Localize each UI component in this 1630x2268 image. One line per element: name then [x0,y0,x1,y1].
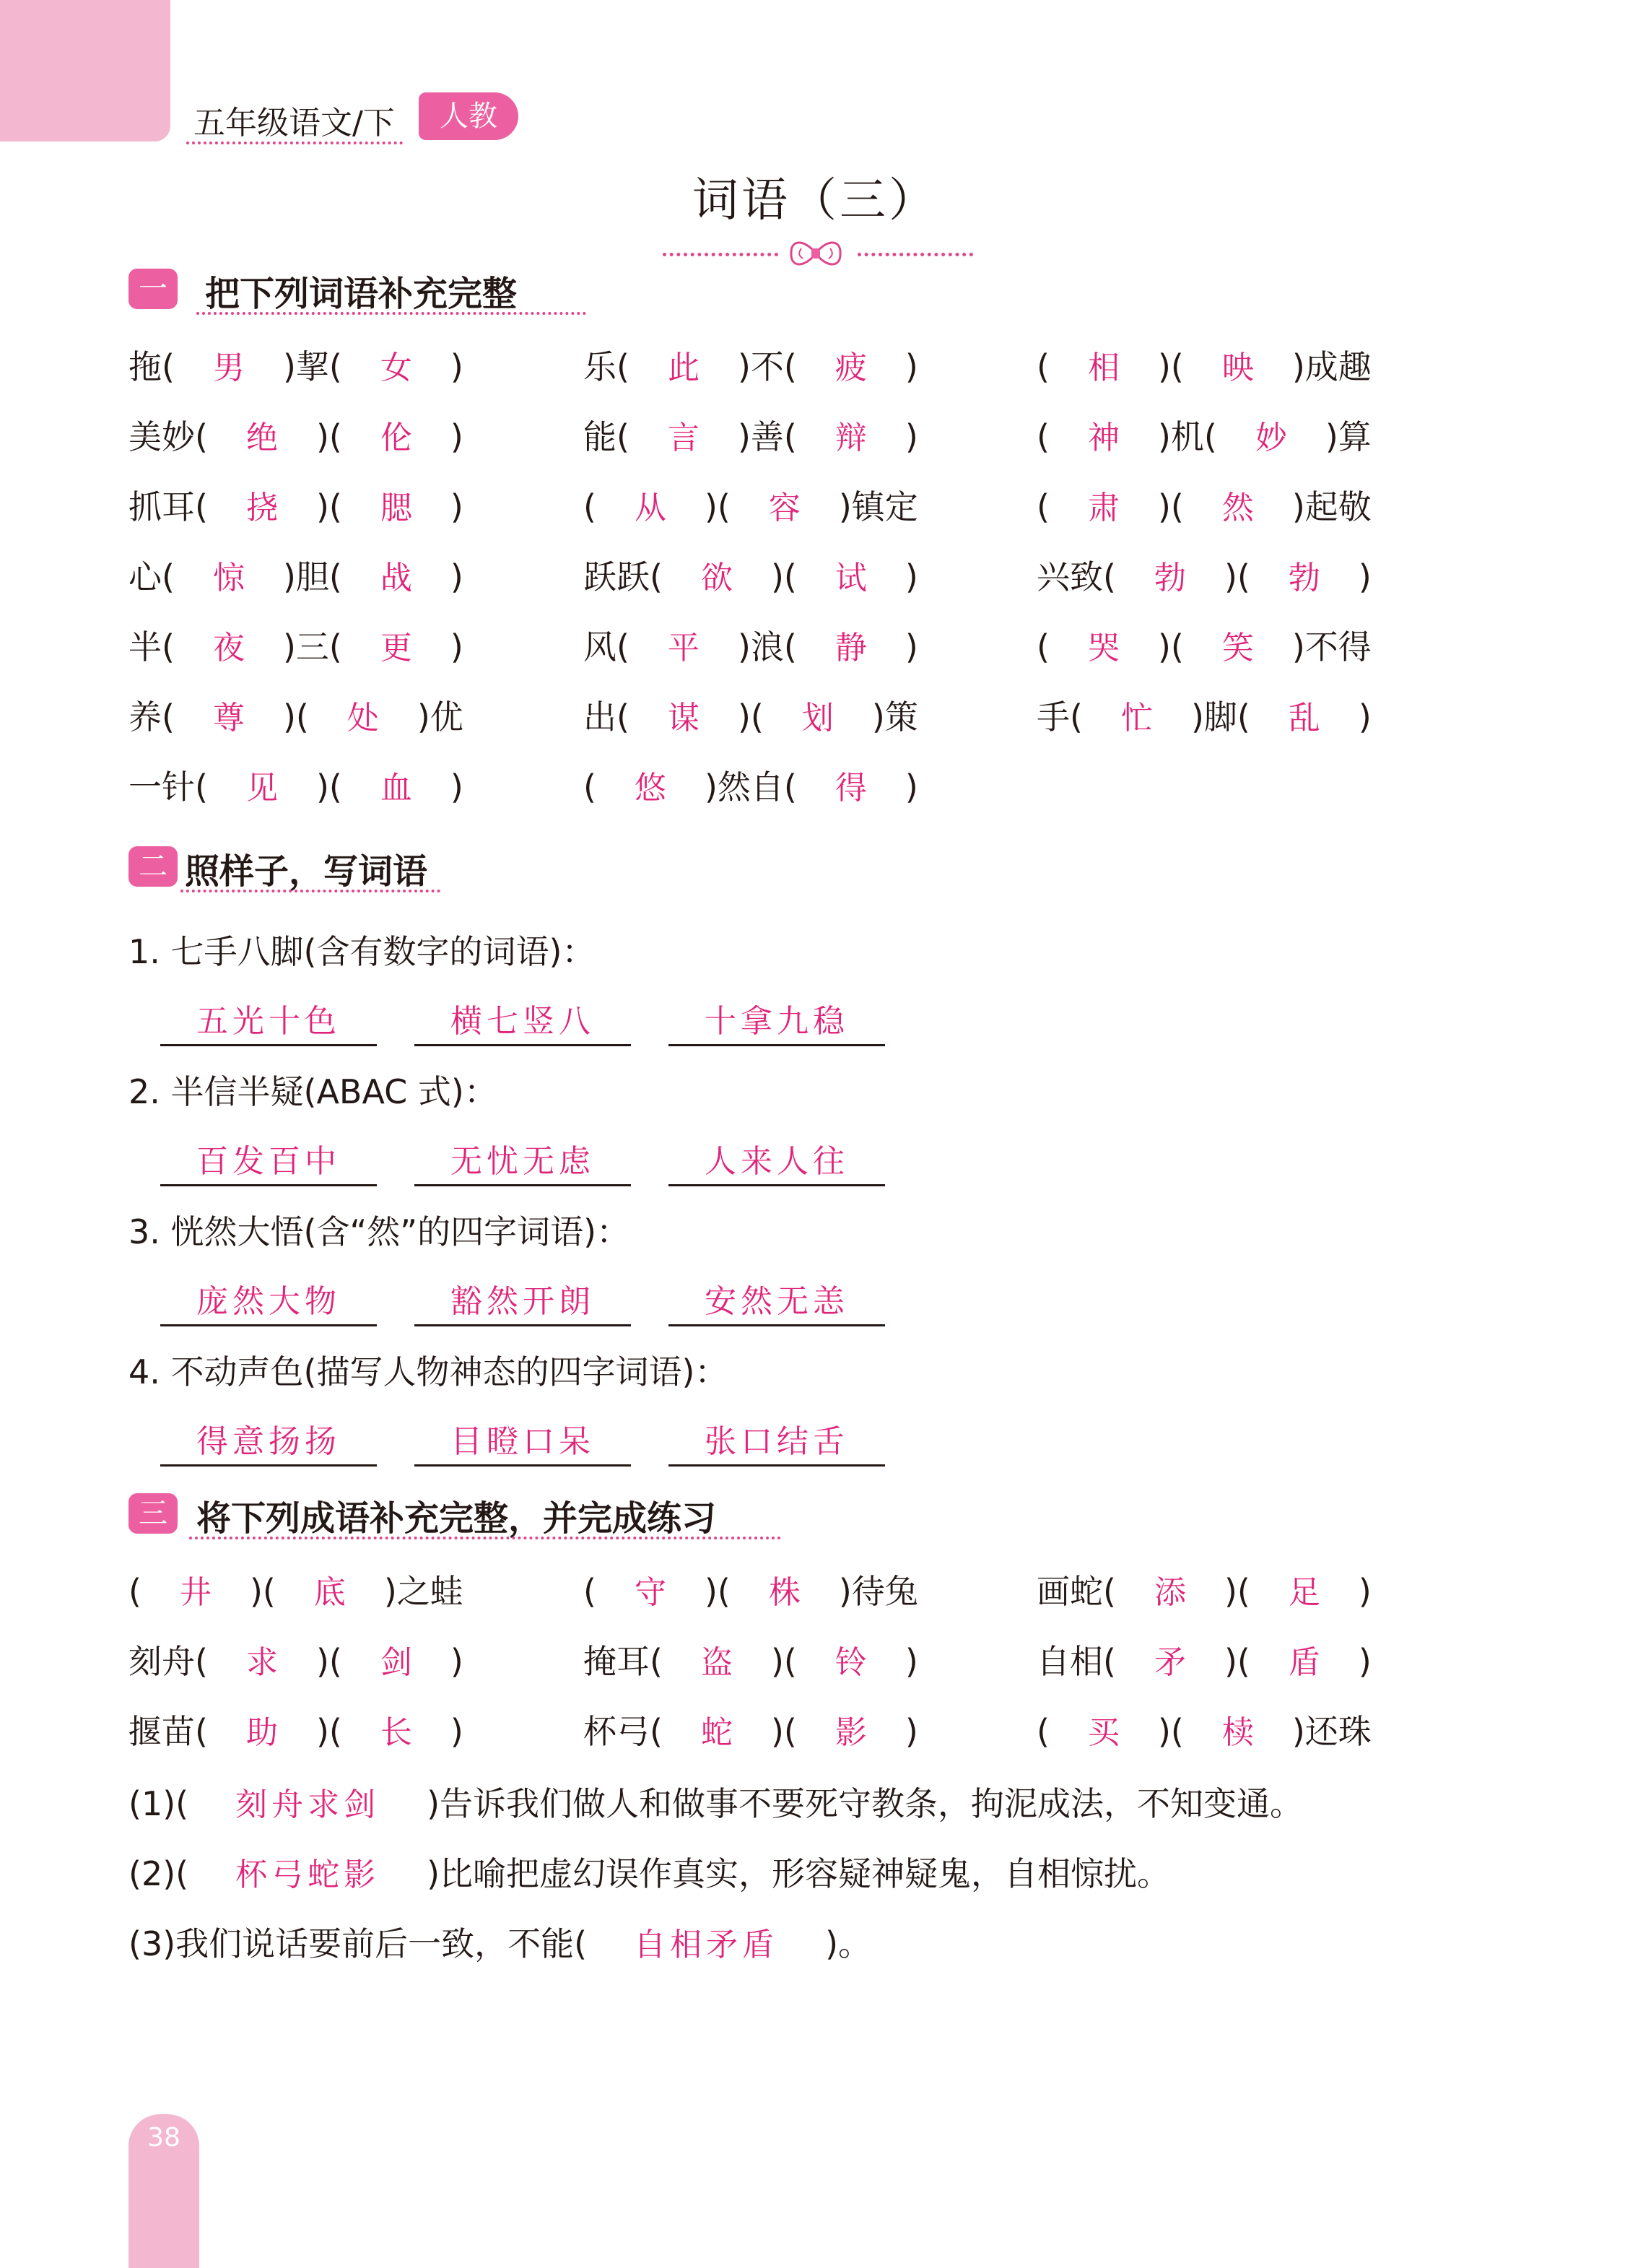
answer-char: 得 [834,770,867,807]
exercise-prompt: 4. 不动声色(描写人物神态的四字词语)： [128,1352,728,1391]
phrase-text: ) [905,1712,918,1751]
phrase-text: ( [128,1572,141,1611]
answer-char: 此 [667,349,699,386]
phrase-item [583,1570,918,1613]
sentence-text: )告诉我们做人和做事不要死守教条，拘泥成法，不知变通。 [427,1784,1304,1823]
section-3-title: 将下列成语补充完整，并完成练习 [196,1498,717,1539]
phrase-text: )起敬 [1291,487,1372,526]
phrase-item [583,485,918,529]
answer-blank: 横七竖八 [414,995,631,1046]
phrase-text: ( [1037,417,1050,456]
phrase-item [583,1640,918,1683]
phrase-text: )( [770,557,797,596]
phrase-text: 养( [128,698,175,737]
answer-blank: 豁然开朗 [414,1275,631,1326]
page-number: 38 [147,2123,180,2152]
exercise-prompt: 2. 半信半疑(ABAC 式)： [128,1072,497,1111]
phrase-text: ( [1037,347,1050,386]
phrase-text: 自相( [1037,1642,1116,1681]
phrase-text: )( [315,1642,342,1681]
sentence-item [128,1782,1303,1825]
phrase-text: ) [905,557,918,596]
answer-char: 处 [347,700,379,737]
phrase-text: ) [450,487,463,526]
phrase-text: ( [583,768,596,807]
answer-char: 从 [634,490,666,526]
phrase-text: 拖( [128,347,175,386]
phrase-text: ) [905,627,918,666]
answer-char: 惊 [212,560,245,596]
phrase-item [128,1640,463,1683]
answer-char: 肃 [1087,490,1120,526]
phrase-text: ) [450,1642,463,1681]
answer-char: 守 [634,1574,666,1611]
answer-char: 试 [834,560,867,596]
phrase-text: ) [450,417,463,456]
phrase-text: ( [583,1572,596,1611]
answer-char: 女 [380,349,412,386]
phrase-item [583,625,918,669]
answer-blank: 庞然大物 [160,1275,377,1326]
phrase-text: 杯弓( [583,1712,663,1751]
answer-char: 谋 [667,700,699,737]
grade-label: 五年级语文/下 [193,105,395,142]
phrase-text: )( [282,698,309,737]
phrase-text: )之蛙 [383,1572,463,1611]
exercise-prompt: 1. 七手八脚(含有数字的词语)： [128,932,596,971]
answer-idiom: 自相矛盾 [634,1926,779,1963]
phrase-text: )不( [737,347,797,386]
answer-blank: 安然无恙 [668,1275,885,1326]
phrase-item [1037,1640,1372,1683]
phrase-text: 风( [583,627,629,666]
sentence-text: (1)( [128,1784,189,1823]
phrase-text: )策 [871,698,918,737]
phrase-text: )( [315,1712,342,1751]
phrase-text: 兴致( [1037,557,1116,596]
answer-char: 伦 [380,420,412,456]
phrase-text: 抓耳( [128,487,208,526]
phrase-text: 画蛇( [1037,1572,1116,1611]
answer-char: 买 [1087,1714,1120,1751]
phrase-text: )三( [282,627,342,666]
phrase-item [128,1710,463,1753]
phrase-text: )成趣 [1291,347,1372,386]
answer-char: 忙 [1120,700,1153,737]
answer-char: 妙 [1255,420,1287,456]
answer-char: 挠 [245,490,278,526]
phrase-text: )机( [1157,417,1217,456]
phrase-text: ) [1358,557,1372,596]
answer-char: 划 [801,700,834,737]
phrase-item [1037,555,1372,599]
sentence-item [128,1922,871,1965]
phrase-text: )胆( [282,557,342,596]
edition-badge: 人教 [419,92,518,140]
answer-idiom: 刻舟求剑 [235,1786,380,1823]
phrase-text: )优 [417,698,463,737]
phrase-text: ( [583,487,596,526]
phrase-text: 半( [128,627,175,666]
answer-blank: 目瞪口呆 [414,1415,631,1467]
phrase-text: )还珠 [1291,1712,1372,1751]
answer-char: 静 [834,630,867,666]
phrase-text: )( [1224,557,1250,596]
phrase-text: )不得 [1291,627,1372,666]
phrase-text: )( [704,487,731,526]
phrase-item [1037,485,1372,529]
phrase-text: ) [905,347,918,386]
phrase-text: ) [905,417,918,456]
answer-char: 底 [313,1574,346,1611]
phrase-text: 一针( [128,768,208,807]
answer-char: 言 [667,420,699,456]
answer-char: 乱 [1288,700,1320,737]
corner-decoration [0,0,170,142]
title-dots-right [858,253,973,256]
answer-char: 腮 [380,490,412,526]
phrase-item [1037,695,1372,739]
answer-char: 疲 [834,349,867,386]
phrase-text: ) [905,768,918,807]
phrase-item [128,345,463,388]
answer-blank: 人来人往 [668,1135,885,1186]
answer-char: 铃 [834,1644,867,1681]
sentence-text: )比喻把虚幻误作真实，形容疑神疑鬼，自相惊扰。 [427,1854,1171,1893]
title-dots-left [663,253,778,256]
phrase-item [1037,1570,1372,1613]
phrase-text: )镇定 [838,487,918,526]
answer-blank: 张口结舌 [668,1415,885,1467]
phrase-item [128,1570,463,1613]
phrase-text: ) [1358,1642,1372,1681]
answer-char: 悠 [634,770,666,807]
answer-char: 盗 [700,1644,733,1681]
section-1-badge: 一 [128,269,178,309]
answer-char: 绝 [245,420,278,456]
answer-char: 笑 [1221,630,1254,666]
section-2-title: 照样子，写词语 [185,851,428,892]
phrase-text: 能( [583,417,629,456]
phrase-text: )脚( [1190,698,1250,737]
phrase-item [128,695,463,739]
answer-char: 矛 [1154,1644,1186,1681]
answer-blank: 五光十色 [160,995,377,1046]
answer-char: 足 [1288,1574,1320,1611]
phrase-text: 乐( [583,347,629,386]
answer-char: 男 [212,349,245,386]
phrase-text: )( [737,698,764,737]
answer-char: 影 [834,1714,867,1751]
section-1-title: 把下列词语补充完整 [205,274,518,314]
section-2-underline [180,890,440,892]
phrase-item [128,765,463,809]
answer-char: 添 [1154,1574,1186,1611]
answer-char: 战 [380,560,412,596]
answer-char: 哭 [1087,630,1120,666]
answer-char: 然 [1221,490,1254,526]
phrase-text: )然自( [704,768,797,807]
phrase-item [583,1710,918,1753]
phrase-text: ) [450,768,463,807]
phrase-text: ) [450,1712,463,1751]
phrase-text: ) [450,557,463,596]
phrase-text: )( [770,1712,797,1751]
phrase-text: ( [1037,487,1050,526]
answer-char: 勃 [1154,560,1186,596]
phrase-text: 揠苗( [128,1712,208,1751]
phrase-item [1037,1710,1372,1753]
answer-char: 椟 [1221,1714,1254,1751]
phrase-item [583,345,918,388]
phrase-text: ( [1037,627,1050,666]
phrase-text: ) [1358,1572,1372,1611]
phrase-text: )( [249,1572,276,1611]
phrase-item [583,695,918,739]
phrase-text: )挈( [282,347,342,386]
phrase-text: )( [1157,627,1184,666]
answer-char: 平 [667,630,699,666]
answer-char: 助 [245,1714,278,1751]
answer-char: 剑 [380,1644,412,1681]
answer-char: 神 [1087,420,1120,456]
answer-char: 辩 [834,420,867,456]
phrase-item [128,415,463,459]
section-3-badge: 三 [128,1493,178,1534]
section-3-underline [189,1537,781,1539]
phrase-item [583,415,918,459]
answer-char: 株 [768,1574,801,1611]
answer-char: 蛇 [700,1714,733,1751]
phrase-text: )( [315,768,342,807]
section-2-badge: 二 [128,846,178,887]
phrase-text: )待兔 [838,1572,918,1611]
answer-char: 长 [380,1714,412,1751]
phrase-item [583,555,918,599]
phrase-text: )浪( [737,627,797,666]
page-title: 词语（三） [692,174,938,227]
phrase-text: ) [450,627,463,666]
phrase-text: )( [1224,1642,1250,1681]
phrase-text: ) [905,1642,918,1681]
phrase-text: 心( [128,557,175,596]
sentence-text: )。 [825,1924,872,1963]
phrase-item [583,765,918,809]
phrase-item [128,625,463,669]
phrase-text: ) [1358,698,1372,737]
answer-char: 相 [1087,349,1120,386]
sentence-text: (2)( [128,1854,189,1893]
answer-blank: 无忧无虑 [414,1135,631,1186]
sentence-item [128,1852,1170,1895]
phrase-text: )( [1224,1572,1250,1611]
phrase-text: 美妙( [128,417,208,456]
answer-char: 夜 [212,630,245,666]
answer-char: 尊 [212,700,245,737]
phrase-text: )算 [1325,417,1372,456]
phrase-text: )( [704,1572,731,1611]
answer-char: 映 [1221,349,1254,386]
answer-char: 更 [380,630,412,666]
grade-underline [186,142,403,144]
answer-blank: 得意扬扬 [160,1415,377,1467]
exercise-prompt: 3. 恍然大悟(含“然”的四字词语)： [128,1212,630,1251]
phrase-text: )( [315,417,342,456]
answer-char: 求 [245,1644,278,1681]
section-1-underline [196,312,586,315]
phrase-text: )( [315,487,342,526]
answer-char: 欲 [700,560,733,596]
answer-blank: 百发百中 [160,1135,377,1186]
answer-blank: 十拿九稳 [668,995,885,1046]
phrase-text: )( [1157,487,1184,526]
phrase-text: ( [1037,1712,1050,1751]
sentence-text: (3)我们说话要前后一致，不能( [128,1924,588,1963]
phrase-item [1037,345,1372,388]
phrase-text: 手( [1037,698,1083,737]
answer-char: 容 [768,490,801,526]
phrase-item [128,555,463,599]
phrase-text: 跃跃( [583,557,663,596]
answer-char: 井 [179,1574,212,1611]
answer-idiom: 杯弓蛇影 [235,1856,380,1893]
answer-char: 盾 [1288,1644,1320,1681]
phrase-text: )( [1157,1712,1184,1751]
phrase-text: )( [1157,347,1184,386]
bow-icon [787,235,845,271]
phrase-text: )善( [737,417,797,456]
answer-char: 见 [245,770,278,807]
phrase-item [128,485,463,529]
answer-char: 勃 [1288,560,1320,596]
phrase-item [1037,625,1372,669]
phrase-text: 刻舟( [128,1642,208,1681]
phrase-text: 掩耳( [583,1642,663,1681]
phrase-item [1037,415,1372,459]
phrase-text: 出( [583,698,629,737]
answer-char: 血 [380,770,412,807]
phrase-text: ) [450,347,463,386]
phrase-text: )( [770,1642,797,1681]
